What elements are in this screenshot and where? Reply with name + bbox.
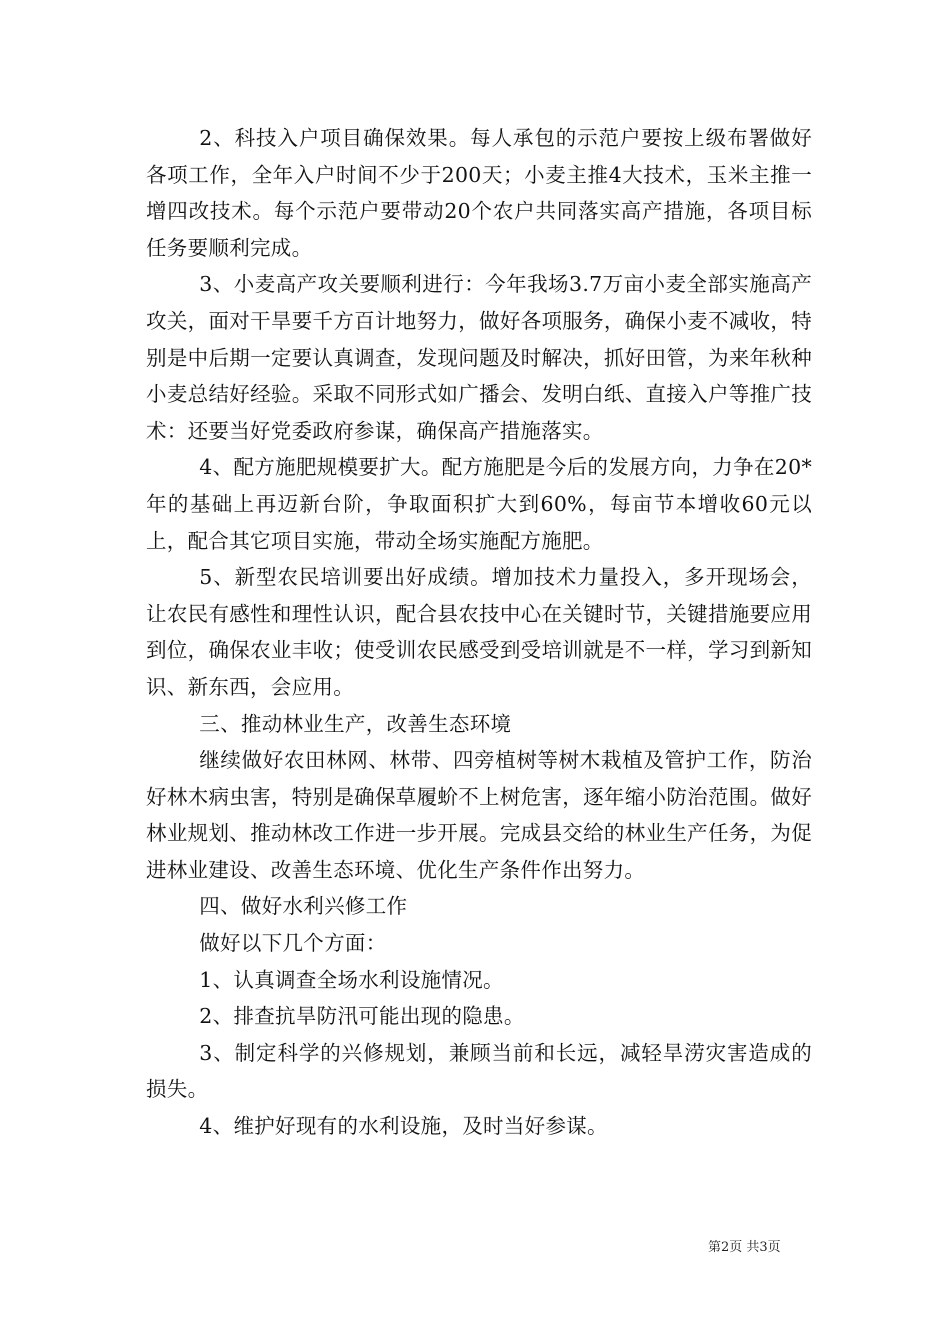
paragraph-forestry-work: 继续做好农田林网、林带、四旁植树等树木栽植及管护工作，防治好林木病虫害，特别是确保草履蚧不上树危害，逐年缩小防治范围。做好林业规划、推动林改工作进一步开展。完成县交给的林业生产任务，为促进林业建设、改善生态环境、优化生产条件作出努力。 [146,748,812,882]
section-heading-water-conservancy: 四、做好水利兴修工作 [199,894,408,919]
list-item-survey-facilities: 1、认真调查全场水利设施情况。 [199,967,504,992]
document-body [146,120,812,1145]
paragraph-wheat-high-yield: 3、小麦高产攻关要顺利进行：今年我场3.7万亩小麦全部实施高产攻关，面对干旱要千方百计地努力，做好各项服务，确保小麦不减收，特别是中后期一定要认真调查，发现问题及时解决，抓好田管，为来年秋种小麦总结好经验。采取不同形式如广播会、发明白纸、直接入户等推广技术：还要当好党委政府参谋，确保高产措施落实。 [146,272,812,443]
list-item-maintenance: 4、维护好现有的水利设施，及时当好参谋。 [199,1114,608,1139]
list-item-hazard-check: 2、排查抗旱防汛可能出现的隐患。 [199,1004,525,1029]
list-item-planning: 3、制定科学的兴修规划，兼顾当前和长远，减轻旱涝灾害造成的损失。 [146,1040,812,1102]
page-number-footer: 第2页 共3页 [708,1240,781,1255]
paragraph-aspects-intro: 做好以下几个方面： [199,931,387,956]
paragraph-tech-household-project: 2、科技入户项目确保效果。每人承包的示范户要按上级布署做好各项工作，全年入户时间不少于200天；小麦主推4大技术，玉米主推一增四改技术。每个示范户要带动20个农户共同落实高产措施，各项目标任务要顺利完成。 [146,126,812,260]
paragraph-farmer-training: 5、新型农民培训要出好成绩。增加技术力量投入，多开现场会，让农民有感性和理性认识，配合县农技中心在关键时节，关键措施要应用到位，确保农业丰收；使受训农民感受到受培训就是不一样，学习到新知识、新东西，会应用。 [146,565,812,699]
section-heading-forestry: 三、推动林业生产，改善生态环境 [199,711,512,736]
paragraph-formula-fertilization: 4、配方施肥规模要扩大。配方施肥是今后的发展方向，力争在20*年的基础上再迈新台阶，争取面积扩大到60%，每亩节本增收60元以上，配合其它项目实施，带动全场实施配方施肥。 [146,455,812,553]
